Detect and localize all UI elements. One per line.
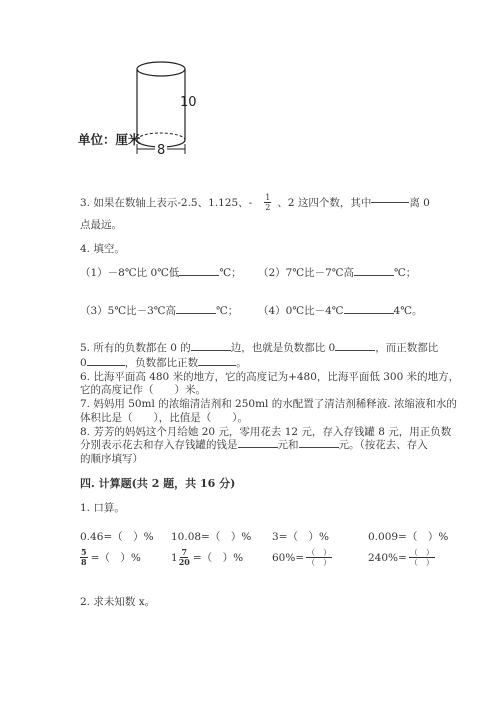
- question-6-line-1: 6. 比海平面高 480 米的地方，它的高度记为+480，比海平面低 300 米的地方，: [80, 371, 460, 383]
- answer-blank[interactable]: [198, 365, 236, 366]
- answer-blank[interactable]: [191, 350, 231, 351]
- answer-blank[interactable]: [299, 447, 339, 448]
- fraction: $\frac{7}{20}$: [178, 547, 190, 567]
- question-3-line-2: 点最远。: [80, 219, 122, 231]
- height-label: 10: [180, 95, 197, 110]
- width-label: 8: [157, 143, 166, 158]
- calc-r1-c3: 3=（ ）%: [272, 531, 329, 543]
- q4-item-2: （2）7℃比－7℃高 ℃；: [258, 267, 417, 279]
- answer-blank[interactable]: [238, 447, 278, 448]
- question-7-line-1: 7. 妈妈用 50ml 的浓缩清洁剂和 250ml 的水配置了清洁剂稀释液. 浓缩液和水的: [80, 398, 457, 410]
- unit-label: 单位：厘米: [78, 132, 141, 147]
- fraction: $\frac{5}{8}$: [81, 547, 87, 567]
- answer-blank[interactable]: [354, 275, 394, 276]
- calc-r2-c1: $\frac{5}{8}$ =（ ）%: [81, 547, 141, 567]
- question-8-line-3: 的顺序填写）: [80, 453, 143, 465]
- fraction-half: $\frac{1}{2}$: [265, 193, 271, 212]
- calc-r1-c2: 10.08=（ ）%: [171, 531, 252, 543]
- answer-blank[interactable]: [335, 350, 375, 351]
- answer-blank[interactable]: [344, 313, 394, 314]
- calc-r1-c4: 0.009=（ ）%: [368, 531, 449, 543]
- section-4-q2-title: 2. 求未知数 x。: [80, 596, 156, 608]
- calc-r1-c1: 0.46=（ ）%: [80, 531, 154, 543]
- calc-r2-c3: 60%= $\frac{( )}{( )}$: [272, 548, 332, 567]
- q4-item-4: （4）0℃比－4℃ 4℃。: [258, 305, 423, 317]
- section-4-title: 四. 计算题(共 2 题，共 16 分): [80, 477, 236, 490]
- calc-r2-c2: 1 $\frac{7}{20}$ =（ ）%: [171, 547, 244, 567]
- answer-blank[interactable]: [371, 202, 409, 203]
- q4-item-1: （1）－8℃比 0℃低 ℃；: [80, 267, 242, 279]
- answer-blank[interactable]: [87, 365, 125, 366]
- question-5-line-2: 0 ，负数都比正数 。: [80, 357, 247, 369]
- calc-r2-c4: 240%= $\frac{( )}{( )}$: [368, 548, 434, 567]
- question-4-title: 4. 填空。: [80, 243, 125, 255]
- fraction-answer[interactable]: $\frac{( )}{( )}$: [307, 548, 332, 567]
- question-6-line-2: 它的高度记作（ ）米。: [80, 384, 206, 396]
- question-8-line-1: 8. 芳芳的妈妈这个月给她 20 元，零用花去 12 元，存入存钱罐 8 元，用正负数: [80, 426, 452, 438]
- answer-blank[interactable]: [179, 275, 219, 276]
- question-5-line-1: 5. 所有的负数都在 0 的 边，也就是负数都比 0 ，而正数都比: [80, 342, 439, 354]
- q4-item-3: （3）5℃比－3℃高 ℃；: [80, 305, 239, 317]
- question-3-line-1: 3. 如果在数轴上表示-2.5、1.125、- $\frac{1}{2}$ 、2 这四个数，其中 离 0: [80, 193, 430, 212]
- answer-blank[interactable]: [176, 313, 216, 314]
- question-8-line-2: 分别表示花去和存入存钱罐的钱是 元和 元。（按花去、存入: [80, 439, 428, 451]
- section-4-q1-title: 1. 口算。: [80, 502, 125, 514]
- fraction-answer[interactable]: $\frac{( )}{( )}$: [409, 548, 434, 567]
- question-7-line-2: 体积比是（ ），比值是（ ）。: [80, 412, 248, 424]
